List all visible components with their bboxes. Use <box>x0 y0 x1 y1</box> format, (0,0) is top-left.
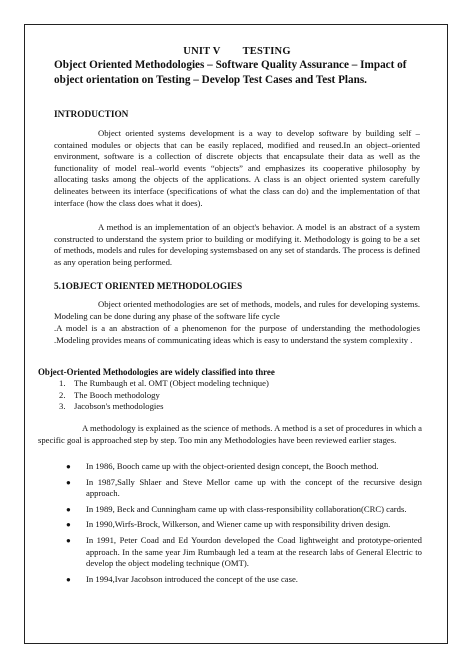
unit-subtitle: Object Oriented Methodologies – Software Quality Assurance – Impact of object orientation on Testing – Develop Test Cases and Test Plans. <box>54 59 407 86</box>
section-5-1-heading: 5.1OBJECT ORIENTED METHODOLOGIES <box>54 282 243 292</box>
bullet-icon: ● <box>66 477 71 487</box>
history-bullet-list <box>64 461 422 589</box>
section-paragraph-2: .A model is a an abstraction of a phenomenon for the purpose of understanding the methodologies .Modeling provides means of communicating ideas which is easy to understand the system complexity . <box>54 323 420 345</box>
methodology-list <box>59 378 269 413</box>
list-item: ● In 1991, Peter Coad and Ed Yourdon developed the Coad lightweight and prototype-oriented approach. In the same year Jim Rumbaugh led a team at the research labs of General Electric to develop the object modeling technique (OMT). <box>66 534 422 569</box>
list-item: 1. The Rumbaugh et al. OMT (Object modeling technique) <box>59 378 269 388</box>
intro-paragraph-2: A method is an implementation of an object's behavior. A model is an abstract of a system constructed to understand the system prior to building or modifying it. Methodology is going to be a set of methods, models and rules for developing systemsbased on any set of standards. The process is defined as any operation being performed. <box>54 222 420 267</box>
bullet-icon: ● <box>66 504 71 514</box>
list-item: ● In 1990,Wirfs-Brock, Wilkerson, and Wiener came up with responsibility driven design. <box>66 519 391 530</box>
bullet-icon: ● <box>66 520 71 530</box>
list-item: ● In 1989, Beck and Cunningham came up with class-responsibility collaboration(CRC) cards. <box>66 503 407 514</box>
introduction-heading: INTRODUCTION <box>54 110 129 120</box>
bullet-icon: ● <box>66 535 71 545</box>
section-paragraph-3: A methodology is explained as the science of methods. A method is a set of procedures in which a specific goal is approached step by step. Too min any Methodologies have been reviewed earlier stages. <box>38 423 422 445</box>
list-item: ● In 1986, Booch came up with the object-oriented design concept, the Booch method. <box>66 461 379 471</box>
list-item: ● In 1987,Sally Shlaer and Steve Mellor came up with the concept of the recursive design approach. <box>66 476 422 499</box>
section-paragraph-1: Object oriented methodologies are set of methods, models, and rules for developing systems. Modeling can be done during any phase of the software life cycle <box>54 299 420 321</box>
intro-paragraph-1: Object oriented systems development is a way to develop software by building self –contained modules or objects that can be easily replaced, modified and reused.In an object–oriented environment, software is a collection of discrete objects that encapsulate their data as well as the functionality of model real–world events “objects” and emphasizes its cooperative philosophy by allocating tasks among the objects of the applications. A class is an object oriented system carefully delineates between its interface (specifications of what the class can do) and the implementation of that interface (how the class does what it does). <box>54 128 420 208</box>
list-item: ● In 1994,Ivar Jacobson introduced the concept of the use case. <box>66 573 298 584</box>
bullet-icon: ● <box>66 574 71 584</box>
list-item: 3. Jacobson's methodologies <box>59 401 164 412</box>
list-item: 2. The Booch methodology <box>59 389 160 400</box>
unit-label: UNIT V <box>183 46 221 57</box>
classification-heading: Object-Oriented Methodologies are widely classified into three <box>38 367 275 377</box>
unit-title <box>0 46 474 57</box>
unit-topic: TESTING <box>242 46 291 57</box>
bullet-icon: ● <box>66 462 71 471</box>
